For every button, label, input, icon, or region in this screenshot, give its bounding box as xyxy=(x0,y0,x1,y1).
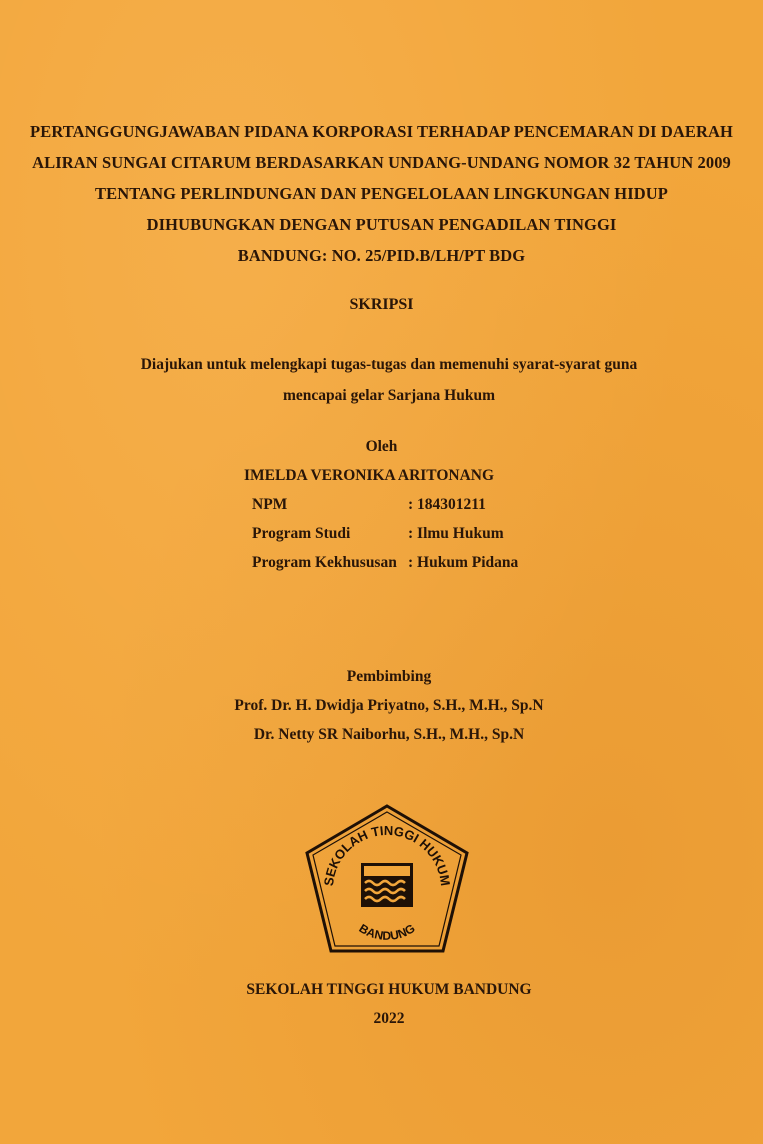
purpose-line: Diajukan untuk melengkapi tugas-tugas dan memenuhi syarat-syarat guna xyxy=(140,356,638,373)
title-line: ALIRAN SUNGAI CITARUM BERDASARKAN UNDANG-UNDANG NOMOR 32 TAHUN 2009 xyxy=(32,153,731,172)
detail-label: Program Studi xyxy=(252,525,351,542)
title-line: BANDUNG: NO. 25/PID.B/LH/PT BDG xyxy=(237,246,526,265)
logo-top-text: SEKOLAH TINGGI HUKUM xyxy=(320,822,454,887)
document-type: SKRIPSI xyxy=(349,296,414,313)
title-line: TENTANG PERLINDUNGAN DAN PENGELOLAAN LINGKUNGAN HIDUP xyxy=(95,184,668,203)
title-line: PERTANGGUNGJAWABAN PIDANA KORPORASI TERHADAP PENCEMARAN DI DAERAH xyxy=(30,122,733,141)
shield-icon xyxy=(361,863,413,907)
year: 2022 xyxy=(373,1010,405,1027)
author-name: IMELDA VERONIKA ARITONANG xyxy=(244,467,495,484)
detail-label: NPM xyxy=(252,496,288,513)
purpose-statement xyxy=(0,349,763,411)
thesis-title xyxy=(20,116,743,271)
detail-label: Program Kekhususan xyxy=(252,554,397,571)
purpose-line: mencapai gelar Sarjana Hukum xyxy=(283,387,495,404)
supervisor-name: Dr. Netty SR Naiborhu, S.H., M.H., Sp.N xyxy=(253,726,525,743)
institution-logo xyxy=(303,803,471,955)
detail-value: : Hukum Pidana xyxy=(408,554,519,571)
institution-name: SEKOLAH TINGGI HUKUM BANDUNG xyxy=(246,981,532,998)
by-label: Oleh xyxy=(365,438,398,455)
svg-text:BANDUNG xyxy=(357,921,418,943)
title-line: DIHUBUNGKAN DENGAN PUTUSAN PENGADILAN TINGGI xyxy=(146,215,617,234)
supervisor-label: Pembimbing xyxy=(346,668,432,685)
detail-value: : 184301211 xyxy=(408,496,486,513)
logo-bottom-text: BANDUNG xyxy=(356,921,418,943)
supervisor-name: Prof. Dr. H. Dwidja Priyatno, S.H., M.H., Sp.N xyxy=(234,697,544,714)
detail-value: : Ilmu Hukum xyxy=(408,525,504,542)
